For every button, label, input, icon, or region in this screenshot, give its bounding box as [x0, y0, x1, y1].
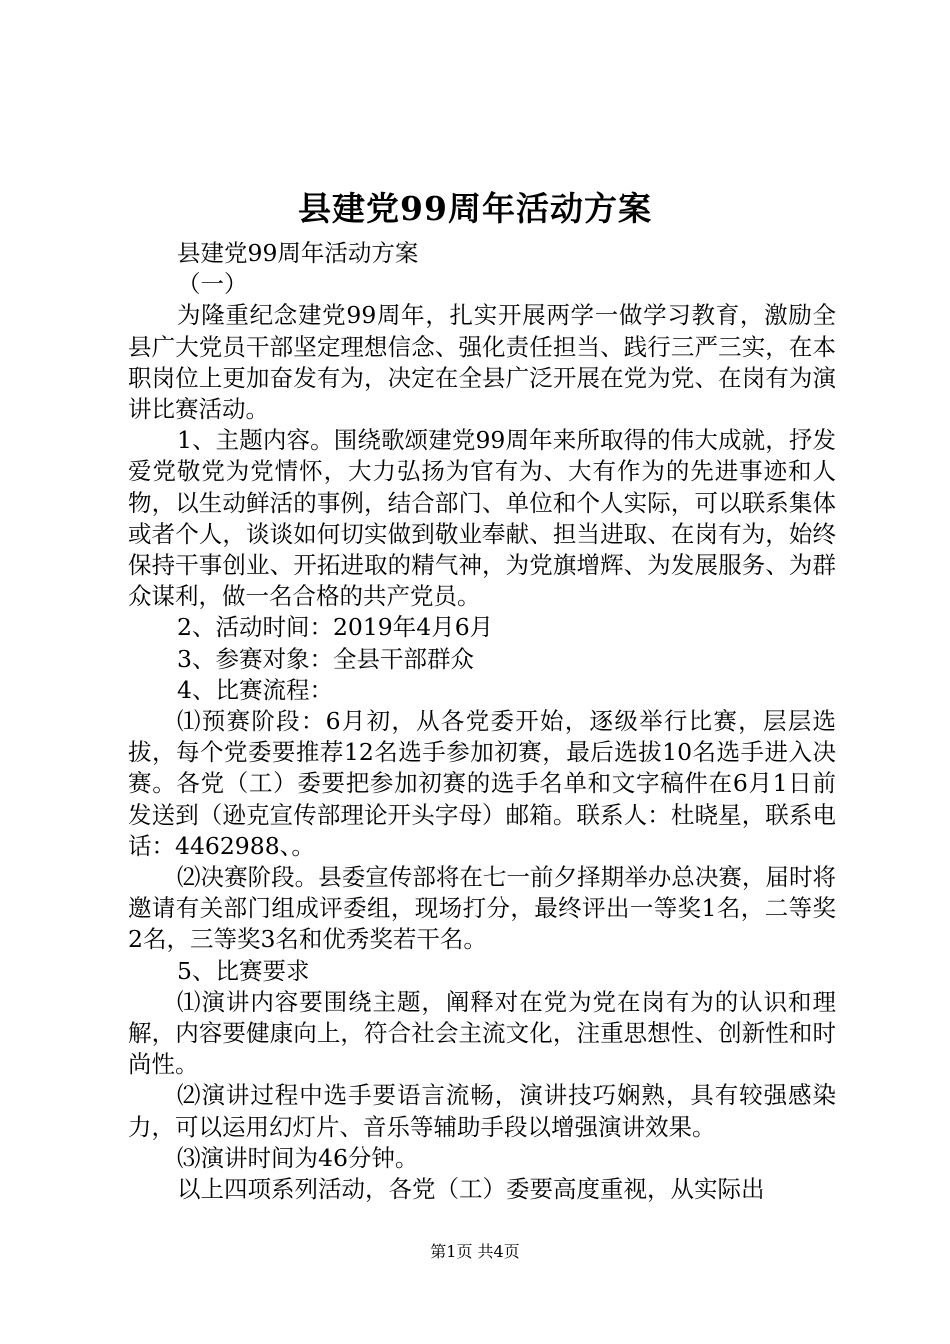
paragraph-requirement-1: ⑴演讲内容要围绕主题，阐释对在党为党在岗有为的认识和理解，内容要健康向上，符合社会主流文化，注重思想性、创新性和时尚性。: [128, 987, 836, 1079]
document-title: 县建党99周年活动方案: [298, 189, 652, 228]
paragraph-preliminary: ⑴预赛阶段：6月初，从各党委开始，逐级举行比赛，层层选拔，每个党委要推荐12名选手参加初赛，最后选拔10名选手进入决赛。各党（工）委要把参加初赛的选手名单和文字稿件在6月1日前发送到（逊克宣传部理论开头字母）邮箱。联系人：杜晓星，联系电话：4462988、。: [128, 707, 836, 860]
paragraph-process-heading: 4、比赛流程：: [177, 675, 333, 704]
paragraph-closing: 以上四项系列活动，各党（工）委要高度重视，从实际出: [177, 1175, 765, 1204]
paragraph-requirements-heading: 5、比赛要求: [177, 956, 310, 985]
paragraph-requirement-2: ⑵演讲过程中选手要语言流畅，演讲技巧娴熟，具有较强感染力，可以运用幻灯片、音乐等辅助手段以增强演讲效果。: [128, 1081, 836, 1141]
page-footer: 第1页 共4页: [430, 1242, 520, 1261]
paragraph-theme: 1、主题内容。围绕歌颂建党99周年来所取得的伟大成就，抒发爱党敬党为党情怀，大力弘扬为官有为、大有作为的先进事迹和人物，以生动鲜活的事例，结合部门、单位和个人实际，可以联系集体或者个人，谈谈如何切实做到敬业奉献、担当进取、在岗有为，始终保持干事创业、开拓进取的精气神，为党旗增辉、为发展服务、为群众谋利，做一名合格的共产党员。: [128, 426, 836, 611]
paragraph-participants: 3、参赛对象：全县干部群众: [177, 644, 474, 673]
paragraph-requirement-3: ⑶演讲时间为46分钟。: [177, 1143, 419, 1172]
paragraph-intro: 为隆重纪念建党99周年，扎实开展两学一做学习教育，激励全县广大党员干部坚定理想信念、强化责任担当、践行三严三实，在本职岗位上更加奋发有为，决定在全县广泛开展在党为党、在岗有为演讲比赛活动。: [128, 301, 836, 424]
paragraph-final: ⑵决赛阶段。县委宣传部将在七一前夕择期举办总决赛，届时将邀请有关部门组成评委组，现场打分，最终评出一等奖1名，二等奖2名，三等奖3名和优秀奖若干名。: [128, 863, 836, 954]
document-body: [128, 238, 836, 1205]
paragraph-time: 2、活动时间：2019年4月6月: [177, 613, 494, 642]
paragraph-subtitle: 县建党99周年活动方案: [177, 239, 419, 267]
paragraph-section-number: （一）: [177, 270, 248, 299]
